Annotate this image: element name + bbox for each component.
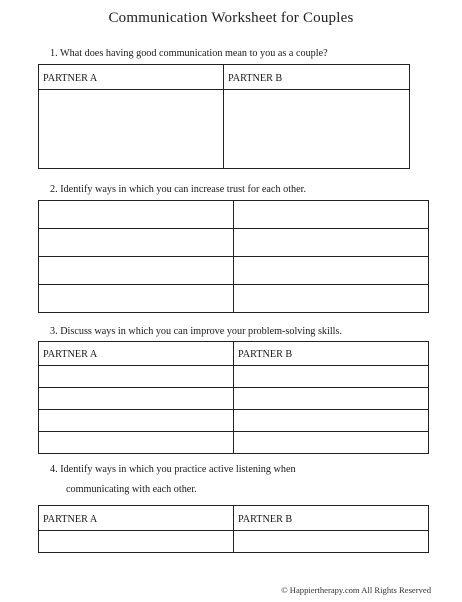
partner-a-answer-cell[interactable] <box>39 388 234 410</box>
partner-b-header: PARTNER B <box>234 506 429 531</box>
question-4-table <box>38 505 429 553</box>
answer-row <box>39 229 429 257</box>
answer-row <box>39 257 429 285</box>
page-title: Communication Worksheet for Couples <box>108 10 354 26</box>
partner-a-answer-cell[interactable] <box>39 90 224 169</box>
answer-row <box>39 388 429 410</box>
answer-row <box>39 285 429 313</box>
partner-a-header: PARTNER A <box>39 506 234 531</box>
partner-b-answer-cell[interactable] <box>234 366 429 388</box>
answer-row <box>39 201 429 229</box>
partner-a-header: PARTNER A <box>39 65 224 90</box>
question-1-text: What does having good communication mean to you as a couple? <box>60 48 328 59</box>
question-3 <box>50 326 342 337</box>
answer-row <box>39 410 429 432</box>
answer-cell-right[interactable] <box>234 285 429 313</box>
question-2-table <box>38 200 429 313</box>
partner-b-header: PARTNER B <box>234 342 429 366</box>
table-header-row <box>39 342 429 366</box>
table-header-row <box>39 65 410 90</box>
answer-cell-left[interactable] <box>39 201 234 229</box>
partner-b-answer-cell[interactable] <box>234 410 429 432</box>
question-4-number: 4. <box>50 464 58 475</box>
table-header-row <box>39 506 429 531</box>
question-2-number: 2. <box>50 184 58 195</box>
question-1-number: 1. <box>50 48 58 59</box>
answer-cell-right[interactable] <box>234 257 429 285</box>
question-2 <box>50 184 306 195</box>
answer-row <box>39 90 410 169</box>
partner-b-answer-cell[interactable] <box>234 531 429 553</box>
partner-b-answer-cell[interactable] <box>234 388 429 410</box>
partner-b-header: PARTNER B <box>224 65 410 90</box>
question-4-continuation <box>66 484 197 495</box>
partner-b-answer-cell[interactable] <box>234 432 429 454</box>
partner-a-answer-cell[interactable] <box>39 531 234 553</box>
answer-cell-right[interactable] <box>234 201 429 229</box>
partner-a-header: PARTNER A <box>39 342 234 366</box>
question-4 <box>50 464 296 475</box>
answer-cell-left[interactable] <box>39 257 234 285</box>
partner-a-answer-cell[interactable] <box>39 432 234 454</box>
partner-a-answer-cell[interactable] <box>39 410 234 432</box>
question-2-text: Identify ways in which you can increase trust for each other. <box>60 184 307 195</box>
answer-row <box>39 531 429 553</box>
partner-b-answer-cell[interactable] <box>224 90 410 169</box>
answer-cell-left[interactable] <box>39 229 234 257</box>
question-4-text-line2: communicating with each other. <box>66 484 197 495</box>
question-3-text: Discuss ways in which you can improve your problem-solving skills. <box>60 326 343 337</box>
question-1-table <box>38 64 410 169</box>
answer-cell-left[interactable] <box>39 285 234 313</box>
question-4-text-line1: Identify ways in which you practice active listening when <box>60 464 296 475</box>
copyright-footer: © Happiertherapy.com All Rights Reserved <box>281 585 431 595</box>
question-1 <box>50 48 328 59</box>
answer-row <box>39 432 429 454</box>
partner-a-answer-cell[interactable] <box>39 366 234 388</box>
answer-cell-right[interactable] <box>234 229 429 257</box>
answer-row <box>39 366 429 388</box>
question-3-table <box>38 341 429 454</box>
question-3-number: 3. <box>50 326 58 337</box>
